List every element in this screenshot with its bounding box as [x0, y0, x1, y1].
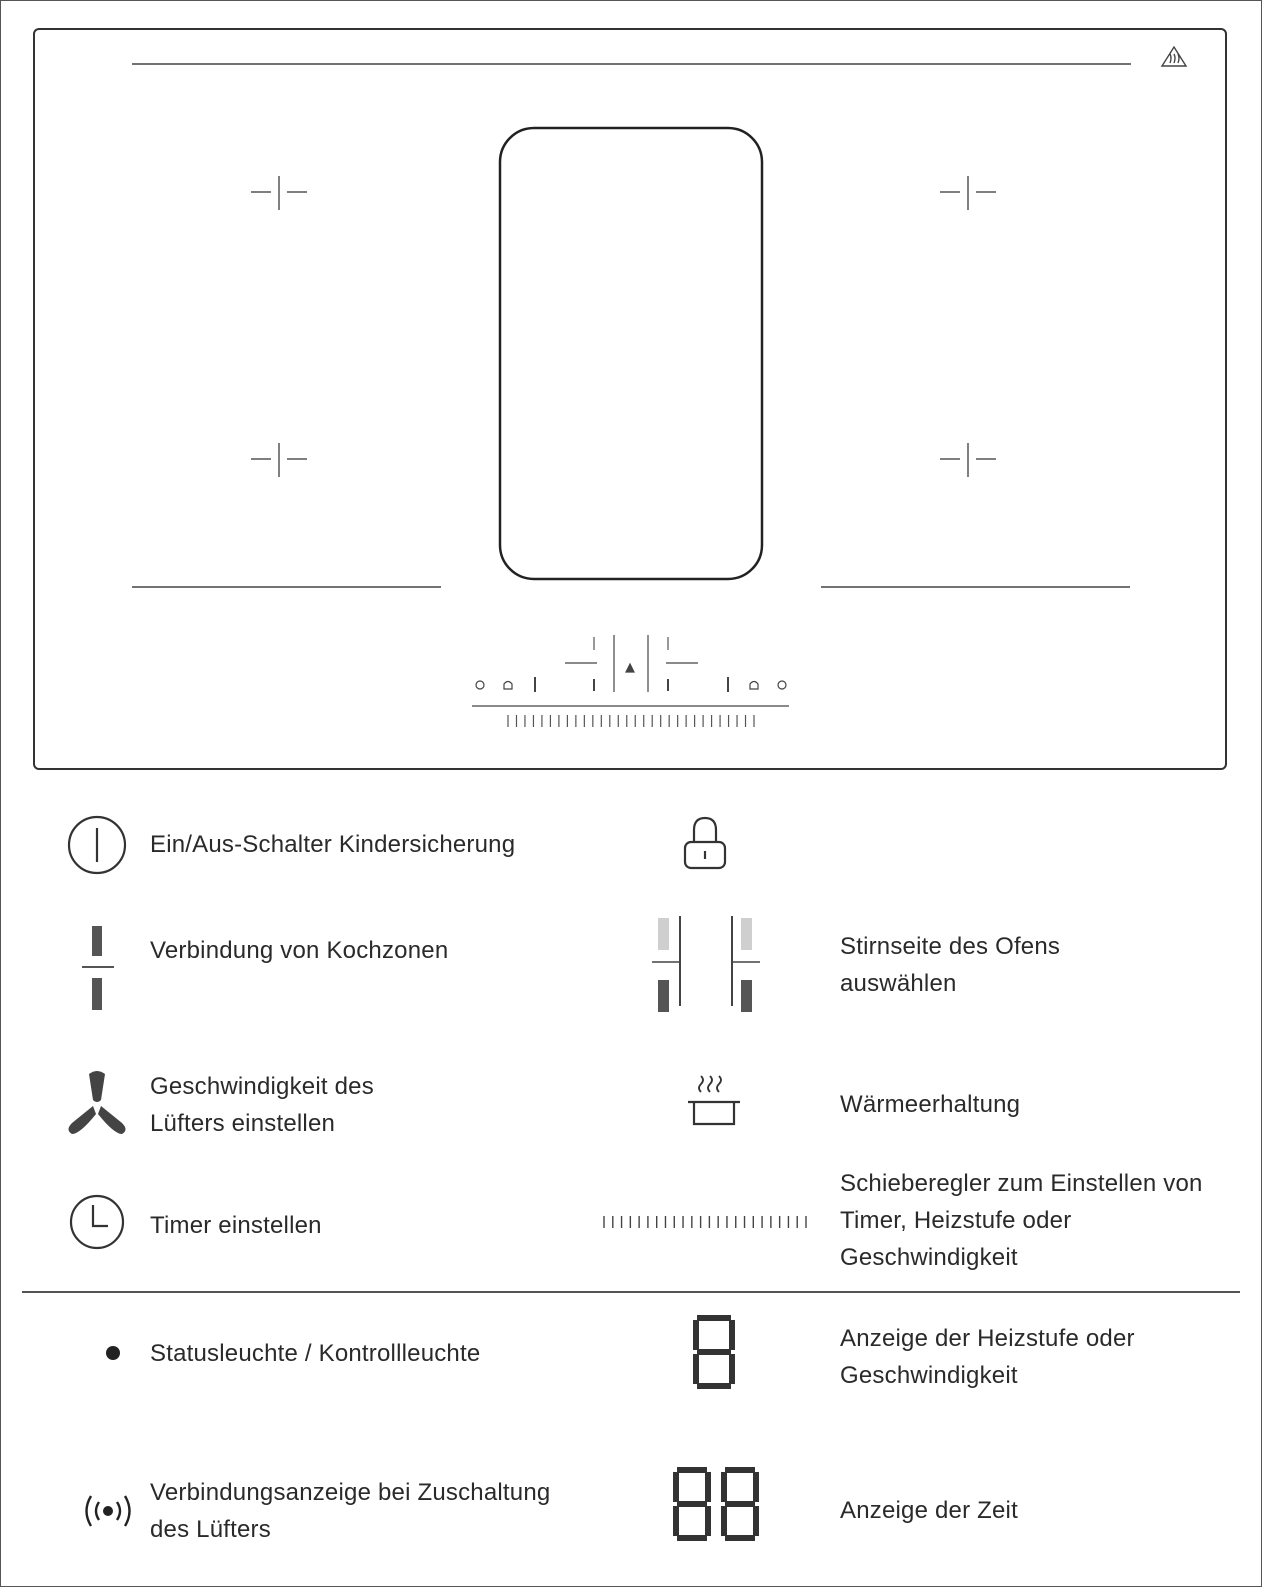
- control-panel: [472, 635, 789, 706]
- fan-speed-label: Geschwindigkeit des Lüfters einstellen: [150, 1073, 374, 1137]
- fan-connection-label: Verbindungsanzeige bei Zuschaltung des Lüfters: [150, 1479, 551, 1543]
- slider-icon: [600, 1212, 812, 1232]
- zone-marker-front-right: [940, 176, 996, 210]
- bridge-label: Verbindung von Kochzonen: [150, 937, 449, 964]
- keep-warm-label: Wärmeerhaltung: [840, 1091, 1021, 1118]
- level-display-label: Anzeige der Heizstufe oder Geschwindigkeit: [840, 1325, 1135, 1389]
- zone-marker-rear-left: [251, 443, 307, 477]
- power-icon: [66, 814, 128, 876]
- panel-timer-icon-right: [778, 681, 786, 689]
- panel-slider: [508, 715, 754, 727]
- section-divider: [22, 1291, 1240, 1293]
- zone-marker-rear-right: [940, 443, 996, 477]
- dot-icon: [104, 1344, 122, 1362]
- panel-fan-icon: [626, 664, 634, 672]
- panel-lock-icon-right: [750, 682, 758, 690]
- lock-icon: [680, 814, 730, 872]
- panel-lock-icon-left: [504, 682, 512, 690]
- pot-steam-icon: [684, 1072, 744, 1130]
- time-display-label: Anzeige der Zeit: [840, 1497, 1018, 1524]
- timer-label: Timer einstellen: [150, 1212, 322, 1239]
- slider-label: Schieberegler zum Einstellen von Timer, Heizstufe oder Geschwindigkeit: [840, 1170, 1203, 1271]
- hot-surface-warning-icon: [1162, 47, 1186, 66]
- fan-icon: [64, 1068, 130, 1136]
- bridge-icon: [80, 922, 116, 1014]
- power-label: Ein/Aus-Schalter Kindersicherung: [150, 831, 516, 858]
- clock-icon: [68, 1193, 126, 1251]
- panel-timer-icon-left: [476, 681, 484, 689]
- zone-marker-front-left: [251, 176, 307, 210]
- seven-segment-digit: [690, 1314, 738, 1390]
- front-zone-label: Stirnseite des Ofens auswählen: [840, 933, 1061, 997]
- zone-select-icon: [648, 914, 764, 1016]
- status-light-label: Statusleuchte / Kontrollleuchte: [150, 1340, 481, 1367]
- seven-segment-two-digits: [670, 1466, 762, 1542]
- signal-icon: [82, 1491, 134, 1531]
- extractor-vent: [500, 128, 762, 579]
